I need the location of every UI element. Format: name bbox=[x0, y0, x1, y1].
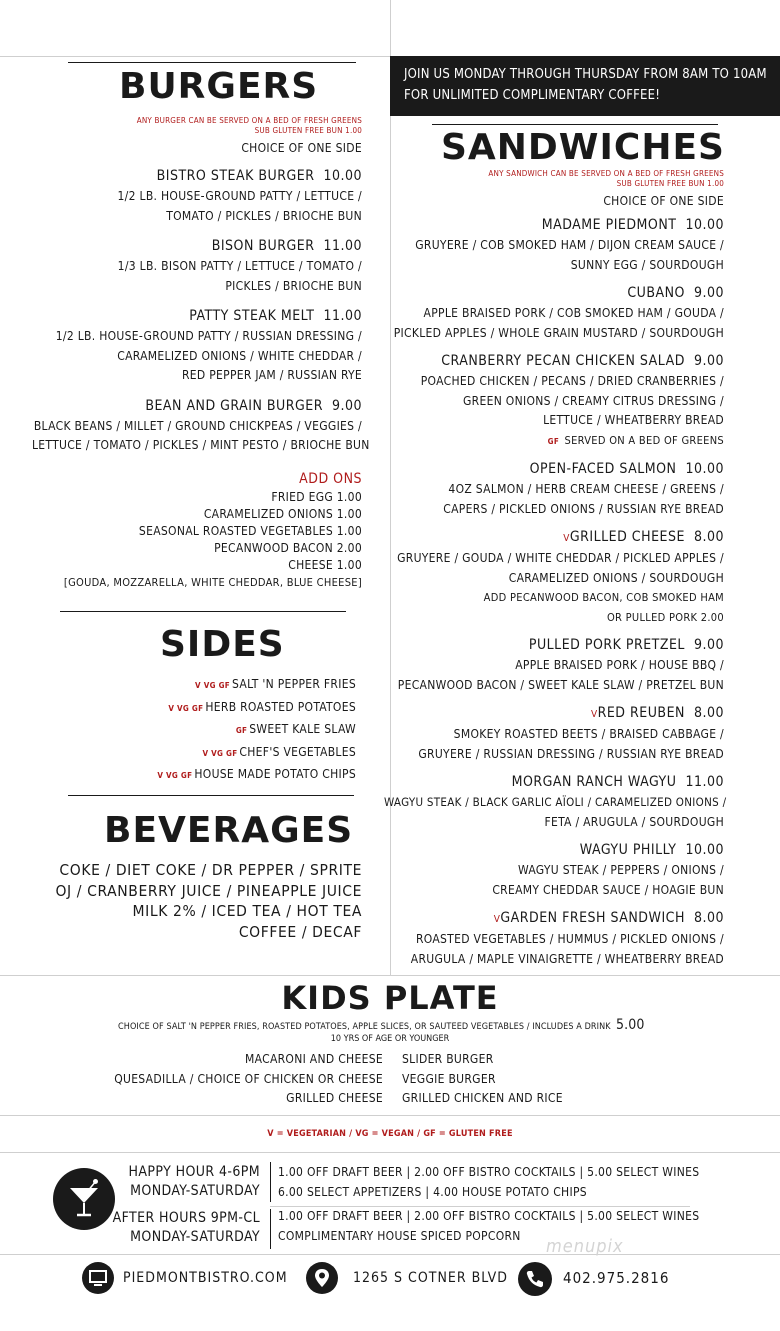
sandwich-desc-line: FETA / ARUGULA / SOURDOUGH bbox=[544, 814, 724, 829]
sandwich-price: 9.00 bbox=[693, 637, 724, 653]
sandwich-gf-line bbox=[384, 431, 724, 452]
addon-item: CARAMELIZED ONIONS 1.00 bbox=[203, 507, 362, 521]
burger-name: PATTY STEAK MELT bbox=[189, 308, 315, 324]
kids-right-list bbox=[402, 1050, 702, 1109]
burger-item bbox=[32, 165, 362, 226]
after-hours-separator bbox=[270, 1209, 271, 1249]
veg-tag: V bbox=[493, 914, 501, 925]
side-name: SWEET KALE SLAW bbox=[249, 722, 356, 736]
address-text: 1265 S COTNER BLVD bbox=[353, 1270, 508, 1286]
kids-item: QUESADILLA / CHOICE OF CHICKEN OR CHEESE bbox=[114, 1071, 383, 1086]
kids-desc-text: CHOICE OF SALT 'N PEPPER FRIES, ROASTED POTATOES, APPLE SLICES, OR SAUTEED VEGETABLES / INCLUDES A DRINK bbox=[118, 1022, 611, 1032]
sandwich-desc-line: CARAMELIZED ONIONS / SOURDOUGH bbox=[508, 570, 724, 585]
burger-item bbox=[32, 305, 362, 386]
location-pin-icon bbox=[306, 1262, 338, 1294]
burgers-list bbox=[32, 165, 370, 456]
sandwich-desc-line: APPLE BRAISED PORK / COB SMOKED HAM / GOUDA / bbox=[423, 306, 724, 320]
sandwich-item bbox=[384, 527, 724, 627]
kids-age: 10 YRS OF AGE OR YOUNGER bbox=[330, 1034, 450, 1044]
gf-note: SERVED ON A BED OF GREENS bbox=[564, 433, 724, 447]
side-item bbox=[36, 719, 356, 742]
burger-desc-line: TOMATO / PICKLES / BRIOCHE BUN bbox=[166, 208, 362, 223]
burger-name: BISON BURGER bbox=[211, 238, 315, 254]
kids-item: GRILLED CHEESE bbox=[286, 1091, 383, 1105]
sandwiches-choice-side: CHOICE OF ONE SIDE bbox=[603, 194, 724, 208]
burger-desc-line: BLACK BEANS / MILLET / GROUND CHICKPEAS / VEGGIES / bbox=[33, 418, 362, 433]
sandwich-price: 11.00 bbox=[685, 774, 724, 790]
burger-item bbox=[32, 395, 370, 456]
addon-item: [GOUDA, MOZZARELLA, WHITE CHEDDAR, BLUE CHEESE] bbox=[63, 576, 362, 589]
sandwich-item bbox=[384, 840, 724, 900]
addon-item: SEASONAL ROASTED VEGETABLES 1.00 bbox=[138, 524, 362, 538]
sandwich-name: RED REUBEN bbox=[597, 705, 685, 721]
veg-tag: V bbox=[590, 709, 598, 720]
burger-item bbox=[32, 235, 362, 296]
sandwiches-top-rule bbox=[432, 124, 718, 125]
sandwich-desc-line: GRUYERE / RUSSIAN DRESSING / RUSSIAN RYE BREAD bbox=[418, 746, 724, 761]
addons-title: ADD ONS bbox=[299, 471, 362, 487]
sandwiches-note-gluten-free: SUB GLUTEN FREE BUN 1.00 bbox=[616, 179, 724, 188]
sandwich-item bbox=[384, 459, 724, 519]
burger-desc-line: RED PEPPER JAM / RUSSIAN RYE bbox=[181, 368, 362, 382]
sandwich-desc-line: GREEN ONIONS / CREAMY CITRUS DRESSING / bbox=[463, 393, 724, 408]
computer-icon bbox=[82, 1262, 114, 1294]
kids-top-rule bbox=[0, 975, 780, 976]
sandwiches-title: SANDWICHES bbox=[441, 127, 725, 168]
sandwich-price: 8.00 bbox=[693, 705, 724, 721]
sandwich-desc-line: SMOKEY ROASTED BEETS / BRAISED CABBAGE / bbox=[453, 727, 724, 741]
sandwich-name: MADAME PIEDMONT bbox=[541, 217, 677, 233]
banner-line-1: JOIN US MONDAY THROUGH THURSDAY FROM 8AM TO 10AM bbox=[404, 67, 767, 82]
burger-price: 10.00 bbox=[323, 168, 362, 184]
kids-title: KIDS PLATE bbox=[281, 979, 499, 1017]
veg-tag: V bbox=[563, 533, 570, 544]
burgers-title: BURGERS bbox=[119, 66, 319, 107]
sandwich-desc-line: WAGYU STEAK / PEPPERS / ONIONS / bbox=[518, 863, 724, 877]
sandwich-desc-line: CAPERS / PICKLED ONIONS / RUSSIAN RYE BREAD bbox=[443, 501, 724, 516]
kids-description bbox=[118, 1017, 644, 1033]
side-item bbox=[36, 674, 356, 697]
side-name: HOUSE MADE POTATO CHIPS bbox=[194, 767, 356, 781]
kids-price: 5.00 bbox=[616, 1017, 645, 1033]
sandwich-item bbox=[384, 703, 724, 764]
burger-desc-line: 1/3 LB. BISON PATTY / LETTUCE / TOMATO / bbox=[117, 259, 362, 273]
diet-tags: V VG GF bbox=[157, 771, 193, 780]
happy-hour-separator bbox=[270, 1162, 271, 1202]
after-hours-days: MONDAY-SATURDAY bbox=[130, 1229, 260, 1245]
sandwich-name: GRILLED CHEESE bbox=[569, 529, 685, 545]
diet-tags: V VG GF bbox=[202, 748, 238, 758]
kids-item: MACARONI AND CHEESE bbox=[245, 1052, 383, 1066]
addon-item: CHEESE 1.00 bbox=[288, 558, 362, 572]
burger-price: 9.00 bbox=[331, 397, 362, 414]
sandwich-name: OPEN-FACED SALMON bbox=[529, 461, 677, 477]
happy-hour-line: 1.00 OFF DRAFT BEER | 2.00 OFF BISTRO COCKTAILS | 5.00 SELECT WINES bbox=[278, 1165, 700, 1179]
after-hours-line: 1.00 OFF DRAFT BEER | 2.00 OFF BISTRO COCKTAILS | 5.00 SELECT WINES bbox=[278, 1209, 700, 1223]
sandwich-desc-line: POACHED CHICKEN / PECANS / DRIED CRANBERRIES / bbox=[420, 374, 724, 388]
side-item bbox=[36, 697, 356, 720]
sandwich-name: PULLED PORK PRETZEL bbox=[528, 637, 685, 653]
side-item bbox=[36, 764, 356, 787]
sandwich-name: CUBANO bbox=[627, 285, 685, 301]
sides-title: SIDES bbox=[160, 624, 285, 665]
burgers-note-gluten-free: SUB GLUTEN FREE BUN 1.00 bbox=[254, 126, 362, 135]
sandwich-desc-line: WAGYU STEAK / BLACK GARLIC AÏOLI / CARAMELIZED ONIONS / bbox=[384, 795, 727, 809]
sandwich-price: 8.00 bbox=[693, 529, 724, 545]
addon-item: FRIED EGG 1.00 bbox=[271, 490, 362, 504]
sandwich-desc-line: APPLE BRAISED PORK / HOUSE BBQ / bbox=[515, 658, 724, 672]
footer-top-rule bbox=[0, 1254, 780, 1255]
side-name: CHEF'S VEGETABLES bbox=[239, 744, 356, 759]
after-hours-line: COMPLIMENTARY HOUSE SPICED POPCORN bbox=[278, 1228, 521, 1243]
burger-desc-line: 1/2 LB. HOUSE-GROUND PATTY / RUSSIAN DRESSING / bbox=[55, 329, 362, 343]
burgers-top-rule bbox=[68, 62, 356, 63]
kids-left-list bbox=[63, 1050, 383, 1109]
addon-item: PECANWOOD BACON 2.00 bbox=[214, 541, 362, 555]
happy-hour-title: HAPPY HOUR 4-6PM bbox=[128, 1164, 260, 1180]
side-item bbox=[36, 742, 356, 765]
diet-tags: V VG GF bbox=[168, 703, 204, 713]
sandwich-name: WAGYU PHILLY bbox=[579, 842, 677, 858]
burgers-note-greens: ANY BURGER CAN BE SERVED ON A BED OF FRESH GREENS bbox=[136, 116, 362, 125]
burger-desc-line: CARAMELIZED ONIONS / WHITE CHEDDAR / bbox=[117, 348, 362, 363]
banner-line-2: FOR UNLIMITED COMPLIMENTARY COFFEE! bbox=[404, 88, 661, 103]
happy-hour-line: 6.00 SELECT APPETIZERS | 4.00 HOUSE POTATO CHIPS bbox=[278, 1184, 587, 1199]
kids-item: GRILLED CHICKEN AND RICE bbox=[402, 1091, 563, 1105]
sandwich-desc-line: 4OZ SALMON / HERB CREAM CHEESE / GREENS / bbox=[448, 482, 724, 496]
phone-icon bbox=[518, 1262, 552, 1296]
burger-price: 11.00 bbox=[323, 308, 362, 324]
burger-desc-line: LETTUCE / TOMATO / PICKLES / MINT PESTO / BRIOCHE BUN bbox=[32, 438, 370, 452]
sandwich-item bbox=[384, 283, 724, 343]
side-name: HERB ROASTED POTATOES bbox=[205, 699, 356, 714]
sandwich-item bbox=[384, 908, 724, 969]
sandwich-extra-line: OR PULLED PORK 2.00 bbox=[606, 610, 724, 624]
legend-bottom-rule bbox=[0, 1152, 780, 1153]
sandwich-price: 9.00 bbox=[693, 353, 724, 369]
sandwich-price: 10.00 bbox=[685, 842, 724, 858]
after-hours-deals bbox=[278, 1207, 699, 1246]
beverage-line: OJ / CRANBERRY JUICE / PINEAPPLE JUICE bbox=[55, 881, 362, 900]
diet-tags: GF bbox=[235, 726, 248, 735]
sandwich-desc-line: GRUYERE / GOUDA / WHITE CHEDDAR / PICKLED APPLES / bbox=[397, 551, 724, 565]
sandwich-desc-line: SUNNY EGG / SOURDOUGH bbox=[570, 257, 724, 272]
beverage-line: COKE / DIET COKE / DR PEPPER / SPRITE bbox=[59, 861, 362, 879]
burgers-choice-side: CHOICE OF ONE SIDE bbox=[241, 141, 362, 155]
sandwich-name: MORGAN RANCH WAGYU bbox=[511, 774, 677, 790]
sandwich-name: GARDEN FRESH SANDWICH bbox=[500, 910, 685, 926]
menupix-watermark: menupix bbox=[546, 1236, 624, 1257]
sandwiches-note-greens: ANY SANDWICH CAN BE SERVED ON A BED OF FRESH GREENS bbox=[488, 169, 724, 178]
burger-desc-line: 1/2 LB. HOUSE-GROUND PATTY / LETTUCE / bbox=[117, 189, 362, 203]
sandwich-price: 10.00 bbox=[685, 461, 724, 477]
phone-number[interactable]: 402.975.2816 bbox=[563, 1269, 670, 1287]
diet-tags: V VG GF bbox=[195, 681, 231, 690]
sandwich-desc-line: CREAMY CHEDDAR SAUCE / HOAGIE BUN bbox=[492, 882, 724, 897]
sandwich-extra-line: ADD PECANWOOD BACON, COB SMOKED HAM bbox=[483, 591, 724, 604]
sandwich-desc-line: GRUYERE / COB SMOKED HAM / DIJON CREAM SAUCE / bbox=[415, 238, 724, 252]
sandwich-desc-line: ARUGULA / MAPLE VINAIGRETTE / WHEATBERRY BREAD bbox=[410, 951, 724, 966]
happy-hour-deals bbox=[278, 1163, 699, 1202]
happy-hour-heading bbox=[60, 1163, 260, 1201]
sandwich-desc-line: PICKLED APPLES / WHOLE GRAIN MUSTARD / SOURDOUGH bbox=[393, 325, 724, 340]
sandwich-item bbox=[384, 772, 727, 832]
kids-item: SLIDER BURGER bbox=[402, 1052, 494, 1066]
burger-price: 11.00 bbox=[323, 238, 362, 254]
beverages-list bbox=[22, 860, 362, 942]
burger-name: BISTRO STEAK BURGER bbox=[156, 168, 315, 184]
addons-list bbox=[32, 469, 362, 591]
sides-list bbox=[36, 674, 356, 787]
beverage-line: MILK 2% / ICED TEA / HOT TEA bbox=[132, 902, 362, 920]
sandwich-price: 10.00 bbox=[685, 217, 724, 233]
sandwich-desc-line: PECANWOOD BACON / SWEET KALE SLAW / PRETZEL BUN bbox=[397, 677, 724, 692]
coffee-banner bbox=[390, 56, 780, 116]
sandwich-item bbox=[384, 635, 724, 695]
after-hours-title: AFTER HOURS 9PM-CL bbox=[112, 1210, 260, 1226]
after-hours-heading bbox=[60, 1209, 260, 1247]
website-link[interactable]: PIEDMONTBISTRO.COM bbox=[123, 1270, 288, 1286]
sandwich-item bbox=[384, 215, 724, 275]
side-name: SALT 'N PEPPER FRIES bbox=[232, 677, 356, 691]
sandwich-desc-line: LETTUCE / WHEATBERRY BREAD bbox=[543, 413, 724, 427]
top-left-rule bbox=[0, 56, 390, 57]
sandwich-desc-line: ROASTED VEGETABLES / HUMMUS / PICKLED ONIONS / bbox=[415, 932, 724, 946]
beverages-title: BEVERAGES bbox=[104, 810, 354, 851]
sides-top-rule bbox=[60, 611, 346, 612]
diet-legend: V = VEGETARIAN / VG = VEGAN / GF = GLUTEN FREE bbox=[267, 1129, 513, 1139]
gf-tag: GF bbox=[547, 436, 560, 446]
burger-name: BEAN AND GRAIN BURGER bbox=[145, 397, 323, 414]
kids-item: VEGGIE BURGER bbox=[402, 1071, 496, 1086]
sandwiches-list bbox=[384, 215, 727, 969]
sandwich-item bbox=[384, 351, 724, 451]
happy-hour-days: MONDAY-SATURDAY bbox=[130, 1183, 260, 1199]
sandwich-price: 9.00 bbox=[693, 285, 724, 301]
beverages-top-rule bbox=[68, 795, 354, 796]
sandwich-name: CRANBERRY PECAN CHICKEN SALAD bbox=[441, 353, 685, 369]
beverage-line: COFFEE / DECAF bbox=[238, 922, 362, 941]
burger-desc-line: PICKLES / BRIOCHE BUN bbox=[225, 278, 362, 293]
kids-bottom-rule bbox=[0, 1115, 780, 1116]
sandwich-price: 8.00 bbox=[693, 910, 724, 926]
